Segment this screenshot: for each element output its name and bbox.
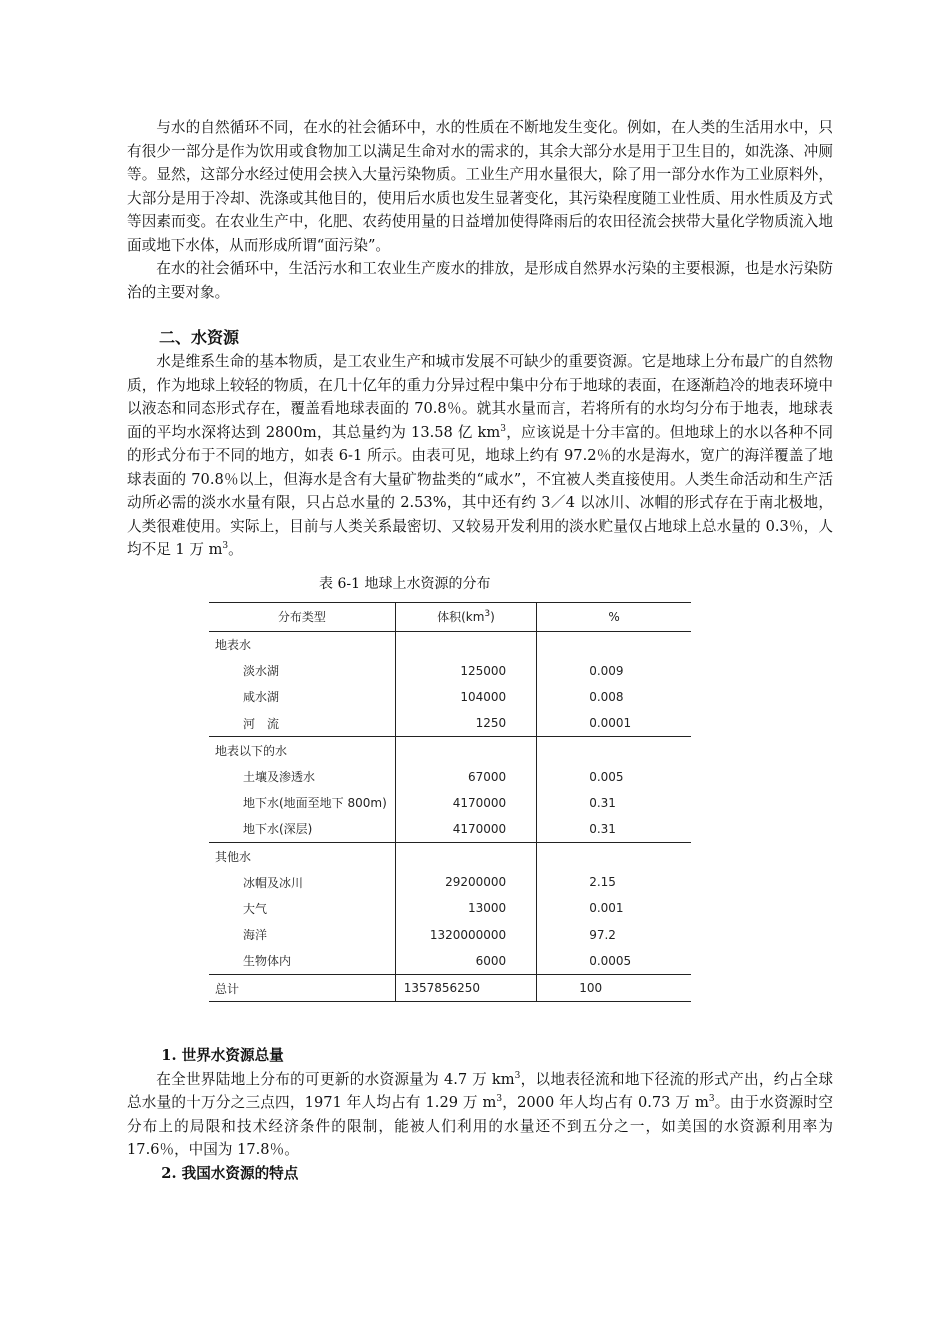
water-distribution-table [209, 602, 691, 1003]
row-volume: 4170000 [395, 790, 536, 816]
subsection-title-world-water: 1. 世界水资源总量 [161, 1047, 284, 1065]
row-name: 咸水湖 [243, 690, 280, 705]
empty-cell [537, 631, 691, 658]
superscript: 3 [514, 1070, 521, 1081]
table-row [209, 763, 691, 789]
table-row [209, 684, 691, 710]
table-row [209, 658, 691, 684]
row-percent: 0.0001 [537, 710, 691, 737]
empty-cell [395, 737, 536, 764]
row-name: 淡水湖 [243, 664, 280, 679]
row-percent: 0.0005 [537, 948, 691, 975]
total-percent: 100 [537, 974, 691, 1001]
section2-text-c: 。 [228, 541, 243, 558]
header-type: 分布类型 [209, 602, 395, 631]
table-header-row [209, 602, 691, 631]
row-name: 地下水(地面至地下 800m) [243, 796, 387, 811]
table-row [209, 790, 691, 816]
subsection-title-china-water: 2. 我国水资源的特点 [161, 1164, 299, 1182]
row-volume: 1320000000 [395, 922, 536, 948]
total-volume: 1357856250 [395, 974, 536, 1001]
row-volume: 104000 [395, 684, 536, 710]
superscript: 3 [500, 423, 506, 434]
table-row [209, 869, 691, 895]
total-label: 总计 [209, 974, 395, 1001]
table-row [209, 710, 691, 737]
row-volume: 29200000 [395, 869, 536, 895]
section2-text-b: ，应该说是十分丰富的。但地球上的水以各种不同的形式分布于不同的地方，如表 6-1 所示。由表可见，地球上约有 97.2％的水是海水，宽广的海洋覆盖了地球表面的 70.8％以上，但海水是含有大量矿物盐类的“咸水”，不宜被人类直接使用。人类生命活动和生产活动所必需的淡水水量有限，只占总水量的 2.53%，其中还有约 3／4 以冰川、冰帽的形式存在于南北极地，人类很难使用。实际上，目前与人类关系最密切、又较易开发利用的淡水贮量仅占地球上总水量的 0.3％，人均不足 1 万 m [127, 423, 833, 558]
document-page [127, 116, 833, 1185]
sub1-text-a: 在全世界陆地上分布的可更新的水资源量为 4.7 万 km [156, 1070, 515, 1088]
row-percent: 0.31 [537, 790, 691, 816]
row-volume: 1250 [395, 710, 536, 737]
table-container [209, 602, 691, 1003]
section2-paragraph [127, 350, 833, 562]
empty-cell [537, 843, 691, 870]
empty-cell [395, 631, 536, 658]
row-name: 地下水(深层) [243, 822, 313, 837]
sub1-text-b: ，以地表径流和地下径流的形式产出，约占全球总水量的十万分之三点四，1971 年人均占有 1.29 万 m [127, 1070, 833, 1112]
section2-text-a: 水是维系生命的基本物质，是工农业生产和城市发展不可缺少的重要资源。它是地球上分布最广的自然物质，作为地球上较轻的物质，在几十亿年的重力分异过程中集中分布于地球的表面，在逐渐趋冷的地表环境中以液态和同态形式存在，覆盖看地球表面的 70.8％。就其水量而言，若将所有的水均匀分布于地表，地球表面的平均水深将达到 2800m，其总量约为 13.58 亿 km [127, 353, 833, 441]
group-label: 地表水 [215, 638, 252, 653]
header-percent: % [537, 602, 691, 631]
table-row [209, 895, 691, 921]
superscript: 3 [484, 609, 491, 619]
row-name: 大气 [243, 901, 268, 916]
group-label: 其他水 [209, 843, 395, 870]
superscript: 3 [708, 1094, 715, 1105]
table-row [209, 922, 691, 948]
row-percent: 0.008 [537, 684, 691, 710]
row-volume: 125000 [395, 658, 536, 684]
subsection1-paragraph [127, 1068, 833, 1162]
row-volume: 67000 [395, 763, 536, 789]
row-name: 海洋 [243, 928, 268, 943]
table-row [209, 816, 691, 843]
empty-cell [537, 737, 691, 764]
header-volume-text: 体积(km [437, 610, 485, 624]
row-percent: 0.31 [537, 816, 691, 843]
row-name: 生物体内 [243, 954, 292, 969]
table-row [209, 948, 691, 975]
header-volume [395, 602, 536, 631]
intro-paragraph-2: 在水的社会循环中，生活污水和工农业生产废水的排放，是形成自然界水污染的主要根源，也是水污染防治的主要对象。 [127, 260, 833, 301]
row-percent: 0.009 [537, 658, 691, 684]
row-name: 河 流 [243, 716, 280, 731]
sub1-text-d: 。由于水资源时空分布上的局限和技术经济条件的限制，能被人们利用的水量还不到五分之一，如美国的水资源利用率为 17.6％，中国为 17.8％。 [127, 1094, 833, 1159]
row-volume: 4170000 [395, 816, 536, 843]
intro-paragraph-1: 与水的自然循环不同，在水的社会循环中，水的性质在不断地发生变化。例如，在人类的生活用水中，只有很少一部分是作为饮用或食物加工以满足生命对水的需求的，其余大部分水是用于卫生目的，如洗涤、冲厕等。显然，这部分水经过使用会挟入大量污染物质。工业生产用水量很大，除了用一部分水作为工业原料外，大部分是用于冷却、洗涤或其他目的，使用后水质也发生显著变化，其污染程度随工业性质、用水性质及方式等因素而变。在农业生产中，化肥、农药使用量的日益增加使得降雨后的农田径流会挟带大量化学物质流入地面或地下水体，从而形成所谓“面污染”。 [127, 119, 833, 254]
row-volume: 6000 [395, 948, 536, 975]
row-percent: 97.2 [537, 922, 691, 948]
row-percent: 2.15 [537, 869, 691, 895]
sub1-text-c: ，2000 年人均占有 0.73 万 m [502, 1094, 709, 1112]
row-volume: 13000 [395, 895, 536, 921]
group-label: 地表以下的水 [209, 737, 395, 764]
superscript: 3 [496, 1094, 503, 1105]
row-percent: 0.001 [537, 895, 691, 921]
table-total-row [209, 974, 691, 1001]
row-name: 土壤及渗透水 [243, 770, 316, 785]
empty-cell [395, 843, 536, 870]
table-caption: 表 6-1 地球上水资源的分布 [319, 575, 491, 592]
table-group-row [209, 843, 691, 870]
row-percent: 0.005 [537, 763, 691, 789]
table-group-row [209, 737, 691, 764]
row-name: 冰帽及冰川 [243, 875, 304, 890]
table-group-row [209, 631, 691, 658]
header-volume-end: ) [490, 610, 495, 624]
section-title-water-resources: 二、水资源 [159, 328, 240, 347]
superscript: 3 [222, 541, 229, 552]
